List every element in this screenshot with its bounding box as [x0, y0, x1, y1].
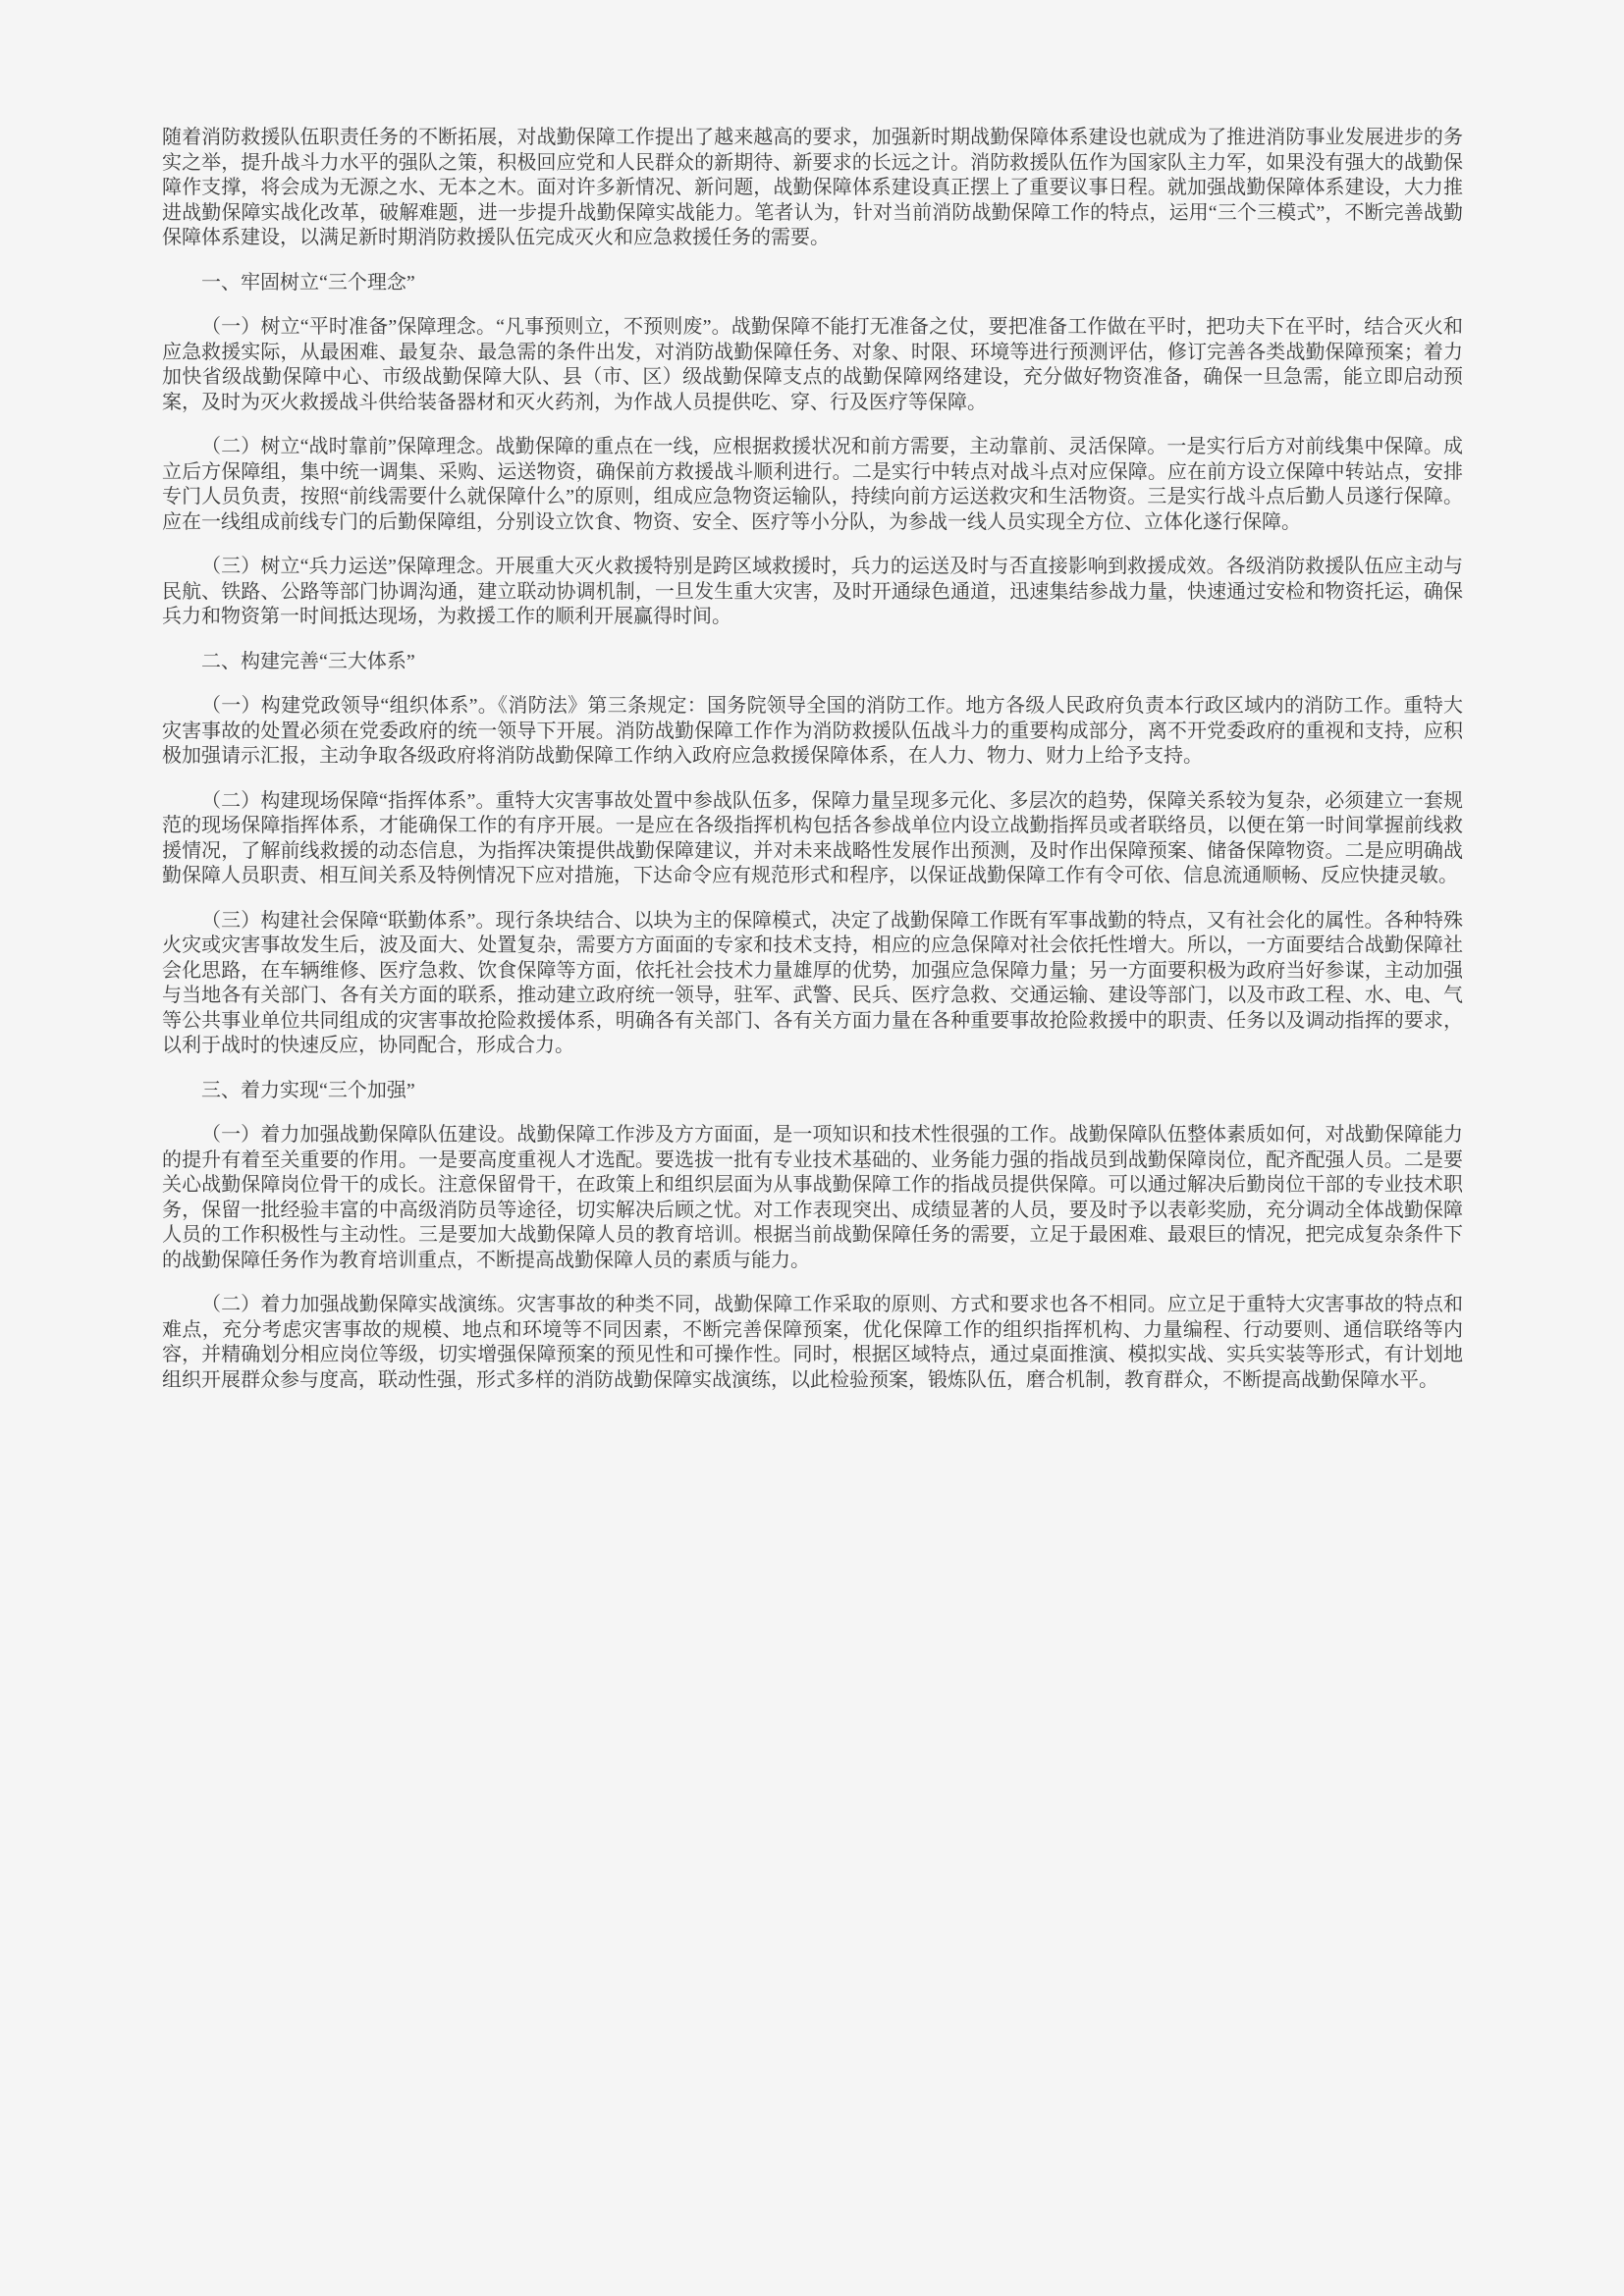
paragraph: （二）树立“战时靠前”保障理念。战勤保障的重点在一线，应根据救援状况和前方需要，主动靠前、灵活保障。一是实行后方对前线集中保障。成立后方保障组，集中统一调集、采购、运送物资，确保前方救援战斗顺利进行。二是实行中转点对战斗点对应保障。应在前方设立保障中转站点，安排专门人员负责，按照“前线需要什么就保障什么”的原则，组成应急物资运输队，持续向前方运送救灾和生活物资。三是实行战斗点后勤人员遂行保障。应在一线组成前线专门的后勤保障组，分别设立饮食、物资、安全、医疗等小分队，为参战一线人员实现全方位、立体化遂行保障。	[162, 436, 1463, 533]
paragraph: （二）着力加强战勤保障实战演练。灾害事故的种类不同，战勤保障工作采取的原则、方式和要求也各不相同。应立足于重特大灾害事故的特点和难点，充分考虑灾害事故的规模、地点和环境等不同因素，不断完善保障预案，优化保障工作的组织指挥机构、力量编程、行动要则、通信联络等内容，并精确划分相应岗位等级，切实增强保障预案的预见性和可操作性。同时，根据区域特点，通过桌面推演、模拟实战、实兵实装等形式，有计划地组织开展群众参与度高，联动性强，形式多样的消防战勤保障实战演练，以此检验预案，锻炼队伍，磨合机制，教育群众，不断提高战勤保障水平。	[162, 1294, 1463, 1391]
paragraph: 随着消防救援队伍职责任务的不断拓展，对战勤保障工作提出了越来越高的要求，加强新时期战勤保障体系建设也就成为了推进消防事业发展进步的务实之举，提升战斗力水平的强队之策，积极回应党和人民群众的新期待、新要求的长远之计。消防救援队伍作为国家队主力军，如果没有强大的战勤保障作支撑，将会成为无源之水、无本之木。面对许多新情况、新问题，战勤保障体系建设真正摆上了重要议事日程。就加强战勤保障体系建设，大力推进战勤保障实战化改革，破解难题，进一步提升战勤保障实战能力。笔者认为，针对当前消防战勤保障工作的特点，运用“三个三模式”，不断完善战勤保障体系建设，以满足新时期消防救援队伍完成灭火和应急救援任务的需要。	[162, 127, 1463, 248]
section-heading: 二、构建完善“三大体系”	[201, 650, 415, 672]
paragraph: （一）着力加强战勤保障队伍建设。战勤保障工作涉及方方面面，是一项知识和技术性很强的工作。战勤保障队伍整体素质如何，对战勤保障能力的提升有着至关重要的作用。一是要高度重视人才选配。要选拔一批有专业技术基础的、业务能力强的指战员到战勤保障岗位，配齐配强人员。二是要关心战勤保障岗位骨干的成长。注意保留骨干，在政策上和组织层面为从事战勤保障工作的指战员提供保障。可以通过解决后勤岗位干部的专业技术职务，保留一批经验丰富的中高级消防员等途径，切实解决后顾之忧。对工作表现突出、成绩显著的人员，要及时予以表彰奖励，充分调动全体战勤保障人员的工作积极性与主动性。三是要加大战勤保障人员的教育培训。根据当前战勤保障任务的需要，立足于最困难、最艰巨的情况，把完成复杂条件下的战勤保障任务作为教育培训重点，不断提高战勤保障人员的素质与能力。	[162, 1124, 1463, 1271]
paragraph: （二）构建现场保障“指挥体系”。重特大灾害事故处置中参战队伍多，保障力量呈现多元化、多层次的趋势，保障关系较为复杂，必须建立一套规范的现场保障指挥体系，才能确保工作的有序开展。一是应在各级指挥机构包括各参战单位内设立战勤指挥员或者联络员，以便在第一时间掌握前线救援情况，了解前线救援的动态信息，为指挥决策提供战勤保障建议，并对未来战略性发展作出预测，及时作出保障预案、储备保障物资。二是应明确战勤保障人员职责、相互间关系及特例情况下应对措施，下达命令应有规范形式和程序，以保证战勤保障工作有令可依、信息流通顺畅、反应快捷灵敏。	[162, 789, 1463, 886]
paragraph: （一）构建党政领导“组织体系”。《消防法》第三条规定：国务院领导全国的消防工作。地方各级人民政府负责本行政区域内的消防工作。重特大灾害事故的处置必须在党委政府的统一领导下开展。消防战勤保障工作作为消防救援队伍战斗力的重要构成部分，离不开党委政府的重视和支持，应积极加强请示汇报，主动争取各级政府将消防战勤保障工作纳入政府应急救援保障体系，在人力、物力、财力上给予支持。	[162, 695, 1463, 767]
section-heading: 一、牢固树立“三个理念”	[201, 271, 415, 294]
paragraph: （三）树立“兵力运送”保障理念。开展重大灭火救援特别是跨区域救援时，兵力的运送及时与否直接影响到救援成效。各级消防救援队伍应主动与民航、铁路、公路等部门协调沟通，建立联动协调机制，一旦发生重大灾害，及时开通绿色通道，迅速集结参战力量，快速通过安检和物资托运，确保兵力和物资第一时间抵达现场，为救援工作的顺利开展赢得时间。	[162, 556, 1463, 627]
paragraph: （三）构建社会保障“联勤体系”。现行条块结合、以块为主的保障模式，决定了战勤保障工作既有军事战勤的特点，又有社会化的属性。各种特殊火灾或灾害事故发生后，波及面大、处置复杂，需要方方面面的专家和技术支持，相应的应急保障对社会依托性增大。所以，一方面要结合战勤保障社会化思路，在车辆维修、医疗急救、饮食保障等方面，依托社会技术力量雄厚的优势，加强应急保障力量；另一方面要积极为政府当好参谋，主动加强与当地各有关部门、各有关方面的联系，推动建立政府统一领导，驻军、武警、民兵、医疗急救、交通运输、建设等部门，以及市政工程、水、电、气等公共事业单位共同组成的灾害事故抢险救援体系，明确各有关部门、各有关方面力量在各种重要事故抢险救援中的职责、任务以及调动指挥的要求，以利于战时的快速反应，协同配合，形成合力。	[162, 909, 1463, 1056]
paragraph: （一）树立“平时准备”保障理念。“凡事预则立，不预则废”。战勤保障不能打无准备之仗，要把准备工作做在平时，把功夫下在平时，结合灭火和应急救援实际，从最困难、最复杂、最急需的条件出发，对消防战勤保障任务、对象、时限、环境等进行预测评估，修订完善各类战勤保障预案；着力加快省级战勤保障中心、市级战勤保障大队、县（市、区）级战勤保障支点的战勤保障网络建设，充分做好物资准备，确保一旦急需，能立即启动预案，及时为灭火救援战斗供给装备器材和灭火药剂，为作战人员提供吃、穿、行及医疗等保障。	[162, 316, 1463, 413]
section-heading: 三、着力实现“三个加强”	[201, 1079, 415, 1101]
